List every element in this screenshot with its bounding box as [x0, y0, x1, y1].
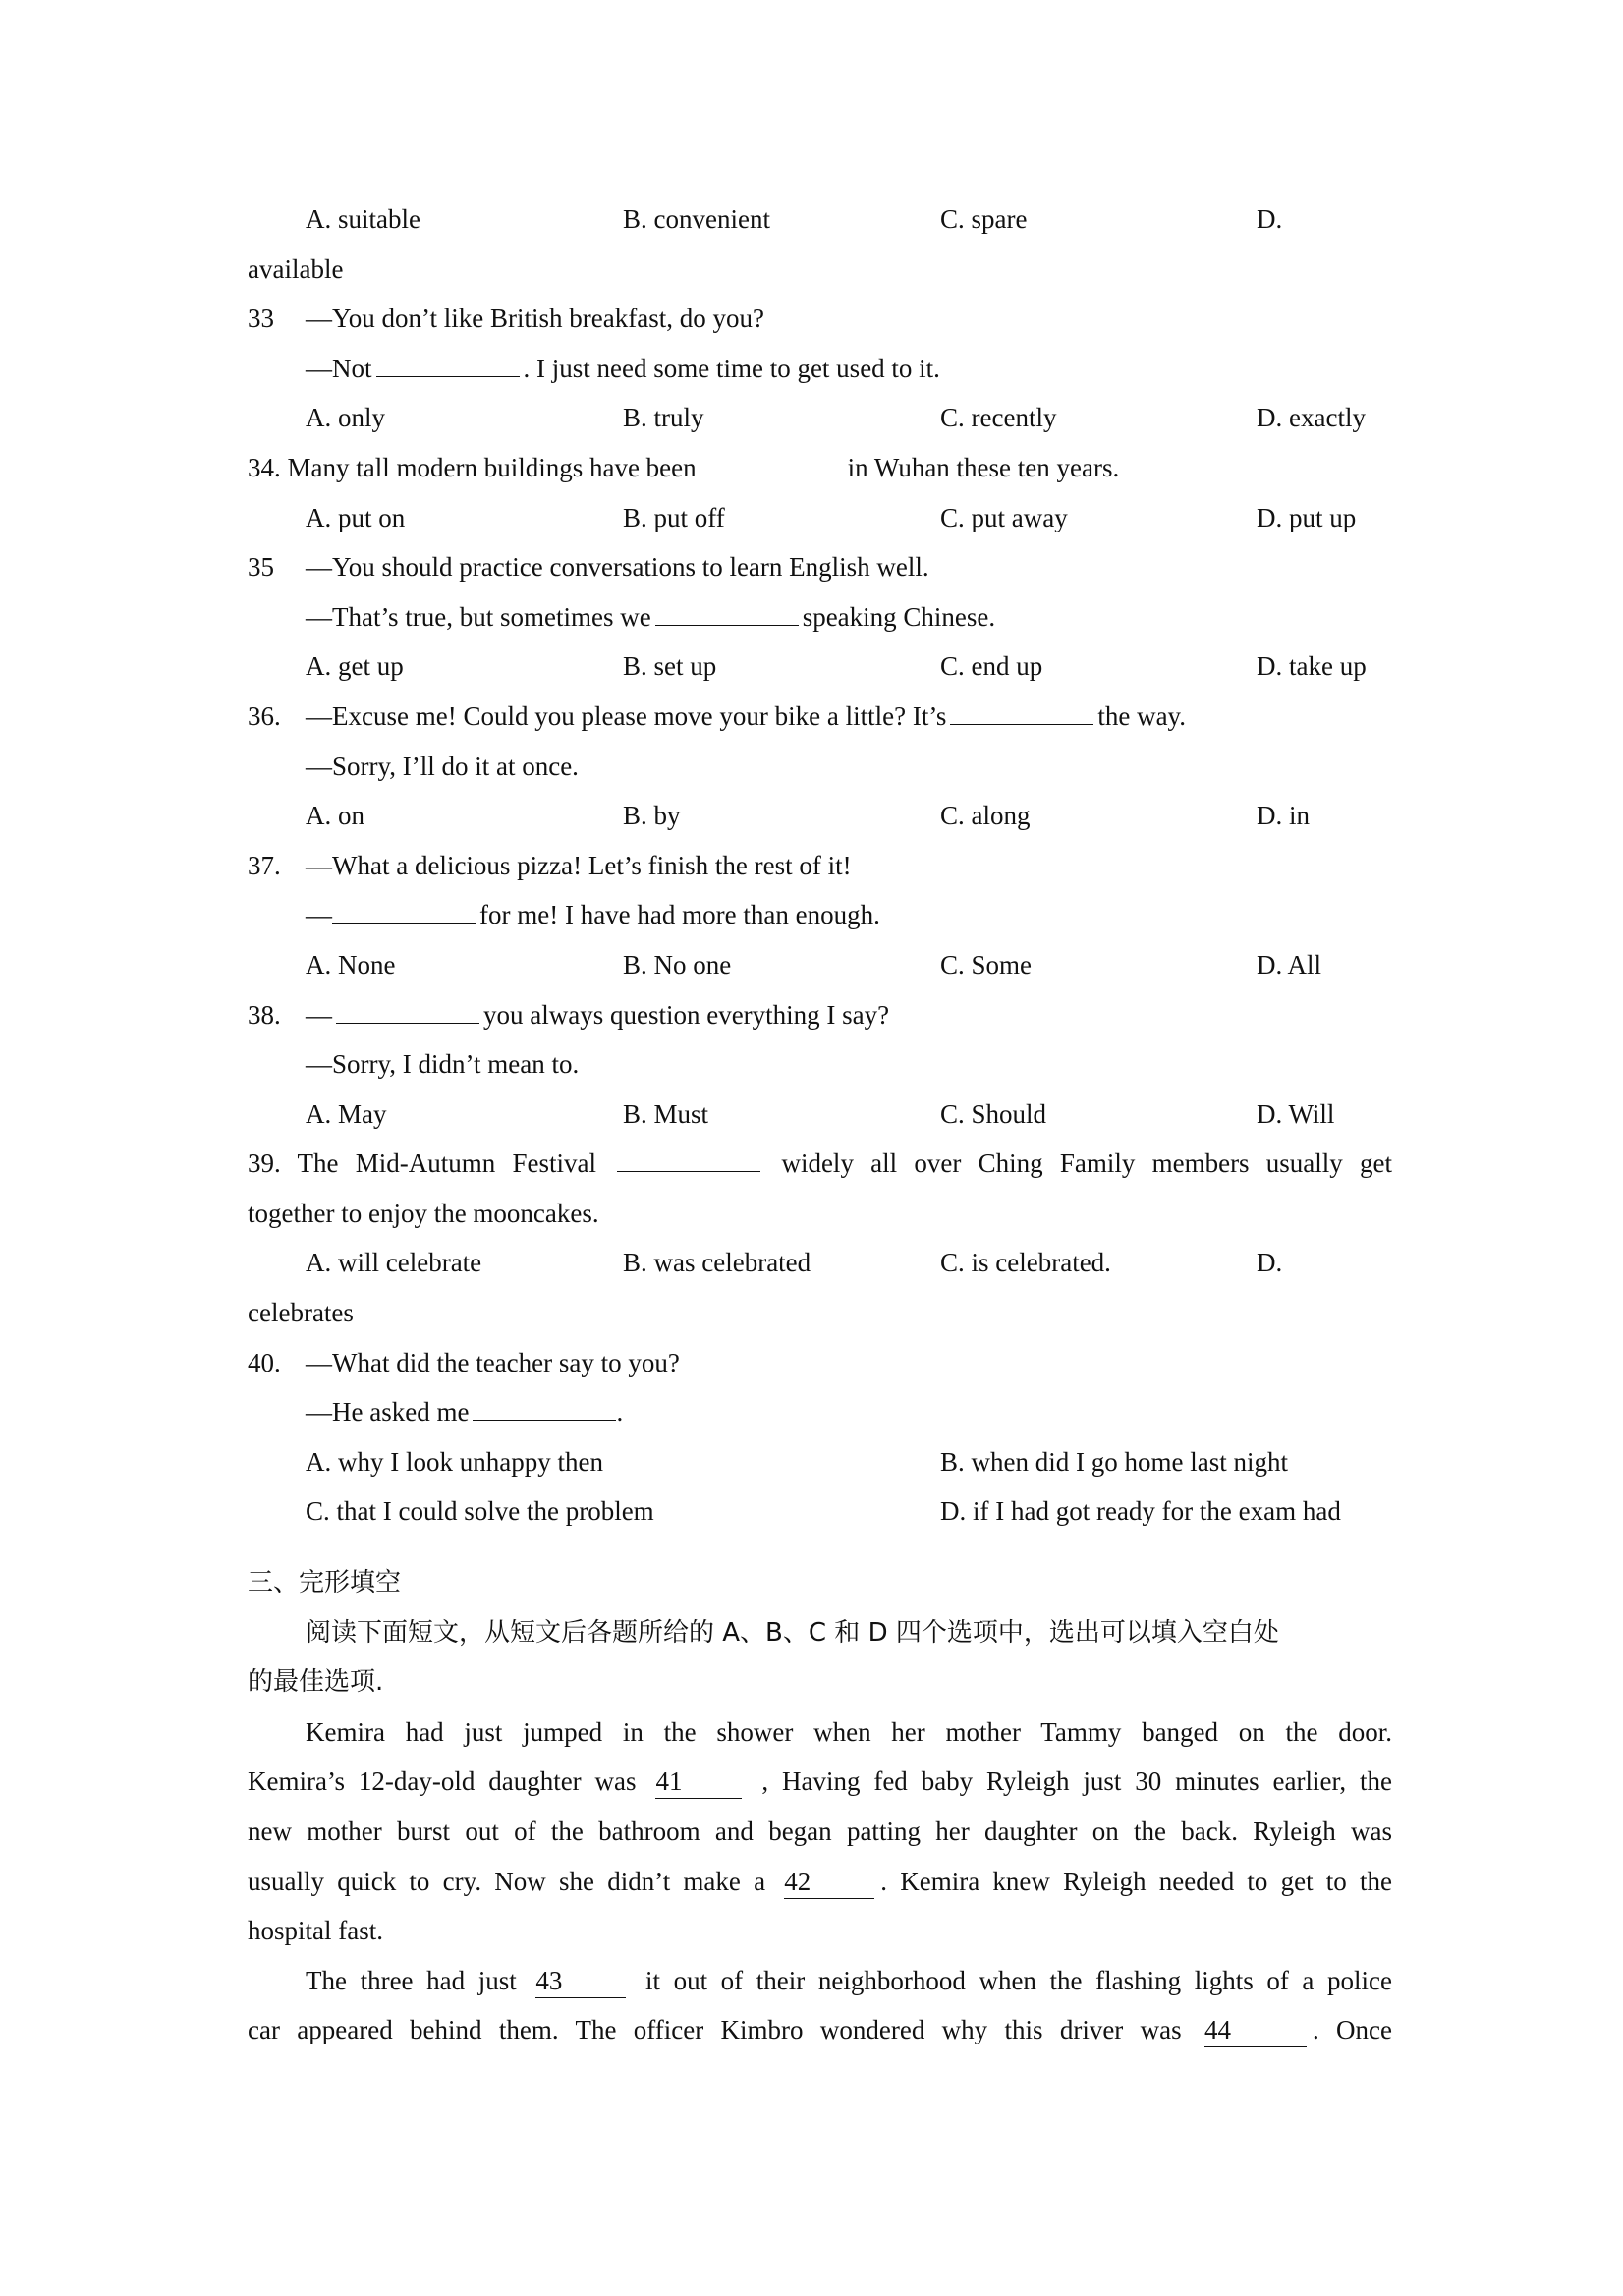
- q32-option-d-wrap: available: [248, 253, 344, 284]
- p1-l4-pre: usually quick to cry. Now she didn’t make a: [248, 1866, 766, 1896]
- p1-l2-pre: Kemira’s 12-day-old daughter was: [248, 1766, 637, 1797]
- q35-reply-post: speaking Chinese.: [802, 601, 996, 632]
- q38-option-b: B. Must: [623, 1098, 709, 1129]
- q40-option-d: D. if I had got ready for the exam had: [940, 1496, 1341, 1527]
- q36-option-c: C. along: [940, 801, 1031, 831]
- p2-l2-post: . Once: [1312, 2015, 1393, 2045]
- q33-option-d: D. exactly: [1257, 403, 1366, 433]
- q39-stem-pre: 39. The Mid-Autumn Festival: [248, 1148, 596, 1179]
- passage-p1-line5: hospital fast.: [248, 1916, 383, 1946]
- answer-blank: [473, 1388, 616, 1421]
- q40-options-row1: [248, 1437, 1392, 1487]
- q40-option-c: C. that I could solve the problem: [306, 1496, 654, 1527]
- q38-option-c: C. Should: [940, 1098, 1047, 1129]
- p1-l4-post: . Kemira knew Ryleigh needed to get to the: [880, 1866, 1392, 1896]
- answer-blank: [336, 991, 479, 1024]
- q40-option-b: B. when did I go home last night: [940, 1446, 1288, 1477]
- blank-43: 43: [535, 1964, 626, 1998]
- q36-number: 36.: [248, 700, 281, 731]
- q39-option-d-wrap: celebrates: [248, 1298, 354, 1328]
- answer-blank: [655, 593, 799, 626]
- passage-p2-line2: [248, 2005, 1392, 2055]
- answer-blank: [617, 1140, 760, 1172]
- q32-option-a: A. suitable: [306, 204, 420, 234]
- q38-stem-pre: —: [306, 999, 332, 1030]
- passage-p1-line4: [248, 1857, 1392, 1907]
- q39-stem-post: widely all over Ching Family members usually get: [781, 1148, 1393, 1179]
- q37-options: [248, 940, 1392, 990]
- q36-options: [248, 791, 1392, 841]
- q32-option-d: D.: [1257, 204, 1283, 234]
- q34-option-a: A. put on: [306, 502, 406, 532]
- passage-p1-line2: [248, 1757, 1392, 1807]
- q37-option-d: D. All: [1257, 949, 1322, 980]
- q35-option-b: B. set up: [623, 651, 717, 682]
- q35-stem: [248, 542, 1392, 592]
- q33-option-b: B. truly: [623, 403, 704, 433]
- q37-number: 37.: [248, 850, 281, 880]
- q40-stem: [248, 1338, 1392, 1388]
- q35-question: —You should practice conversations to learn English well.: [306, 552, 929, 583]
- q33-reply-post: . I just need some time to get used to it.: [523, 353, 940, 383]
- q33-reply-pre: —Not: [306, 353, 372, 383]
- answer-blank: [332, 891, 476, 924]
- q40-reply: [248, 1387, 1392, 1437]
- q35-option-c: C. end up: [940, 651, 1043, 682]
- q40-question: —What did the teacher say to you?: [306, 1347, 680, 1377]
- q32-option-c: C. spare: [940, 204, 1028, 234]
- q33-reply: [248, 344, 1392, 394]
- section-title: 三、完形填空: [248, 1568, 402, 1598]
- q40-option-a: A. why I look unhappy then: [306, 1446, 603, 1477]
- passage-p2-line1: [248, 1956, 1392, 2006]
- q32-option-b: B. convenient: [623, 204, 770, 234]
- blank-44: 44: [1204, 2013, 1307, 2047]
- q35-options: [248, 642, 1392, 692]
- q35-option-a: A. get up: [306, 651, 404, 682]
- answer-blank: [700, 444, 844, 476]
- q36-stem-pre: —Excuse me! Could you please move your bike a little? It’s: [306, 700, 947, 731]
- q38-reply: —Sorry, I didn’t mean to.: [306, 1049, 580, 1080]
- q38-option-a: A. May: [306, 1098, 387, 1129]
- q37-option-a: A. None: [306, 949, 396, 980]
- q37-option-c: C. Some: [940, 949, 1033, 980]
- q33-option-a: A. only: [306, 403, 385, 433]
- blank-41: 41: [655, 1764, 742, 1799]
- q37-reply-post: for me! I have had more than enough.: [479, 900, 880, 930]
- q37-stem: [248, 841, 1392, 891]
- exam-page: [248, 195, 1392, 2055]
- q39-option-b: B. was celebrated: [623, 1248, 812, 1278]
- q37-reply-pre: —: [306, 900, 332, 930]
- q39-option-c: C. is celebrated.: [940, 1248, 1111, 1278]
- section-instruction-line2: 的最佳选项.: [248, 1667, 384, 1698]
- q38-options: [248, 1090, 1392, 1140]
- q36-option-b: B. by: [623, 801, 681, 831]
- q33-number: 33: [248, 304, 274, 334]
- q33-question: —You don’t like British breakfast, do you?: [306, 304, 764, 334]
- q36-option-d: D. in: [1257, 801, 1310, 831]
- q34-stem-post: in Wuhan these ten years.: [847, 452, 1120, 482]
- q37-reply: [248, 890, 1392, 940]
- q35-number: 35: [248, 552, 274, 583]
- q34-stem-pre: 34. Many tall modern buildings have been: [248, 452, 697, 482]
- q35-reply-pre: —That’s true, but sometimes we: [306, 601, 651, 632]
- answer-blank: [376, 345, 520, 377]
- q34-stem: [248, 443, 1392, 493]
- answer-blank: [950, 693, 1093, 725]
- q38-stem-post: you always question everything I say?: [483, 999, 890, 1030]
- q37-option-b: B. No one: [623, 949, 732, 980]
- q33-stem: [248, 294, 1392, 344]
- q36-stem: [248, 692, 1392, 742]
- q36-reply: —Sorry, I’ll do it at once.: [306, 751, 579, 781]
- q39-option-d: D.: [1257, 1248, 1283, 1278]
- q37-question: —What a delicious pizza! Let’s finish the rest of it!: [306, 850, 852, 880]
- passage-p1-line3: new mother burst out of the bathroom and began patting her daughter on the back. Ryleigh was: [248, 1817, 1392, 1846]
- q38-number: 38.: [248, 999, 281, 1030]
- q38-option-d: D. Will: [1257, 1098, 1335, 1129]
- q40-reply-pre: —He asked me: [306, 1397, 470, 1428]
- q33-option-c: C. recently: [940, 403, 1057, 433]
- p2-l1-post: it out of their neighborhood when the flashing lights of a police: [644, 1965, 1392, 1995]
- q38-stem: [248, 990, 1392, 1040]
- q33-options: [248, 393, 1392, 443]
- q40-number: 40.: [248, 1347, 281, 1377]
- p1-l2-post: , Having fed baby Ryleigh just 30 minutes earlier, the: [761, 1766, 1392, 1797]
- p2-l1-pre: The three had just: [306, 1965, 517, 1995]
- q34-options: [248, 493, 1392, 543]
- q34-option-d: D. put up: [1257, 502, 1357, 532]
- q39-stem-line2: together to enjoy the mooncakes.: [248, 1198, 599, 1228]
- q32-options: [248, 195, 1392, 245]
- q35-reply: [248, 592, 1392, 643]
- passage-p1-line1: Kemira had just jumped in the shower when her mother Tammy banged on the door.: [306, 1716, 1392, 1747]
- q36-option-a: A. on: [306, 801, 364, 831]
- q40-options-row2: [248, 1486, 1392, 1537]
- q36-stem-post: the way.: [1097, 700, 1187, 731]
- q39-option-a: A. will celebrate: [306, 1248, 482, 1278]
- q35-option-d: D. take up: [1257, 651, 1367, 682]
- q34-option-b: B. put off: [623, 502, 725, 532]
- p2-l2-pre: car appeared behind them. The officer Kimbro wondered why this driver was: [248, 2015, 1182, 2045]
- q40-reply-post: .: [616, 1397, 624, 1428]
- q34-option-c: C. put away: [940, 502, 1068, 532]
- section-instruction-line1: 阅读下面短文，从短文后各题所给的 A、B、C 和 D 四个选项中，选出可以填入空白处: [306, 1617, 1279, 1648]
- blank-42: 42: [784, 1865, 874, 1899]
- q39-options: [248, 1238, 1392, 1288]
- q39-stem: [248, 1139, 1392, 1189]
